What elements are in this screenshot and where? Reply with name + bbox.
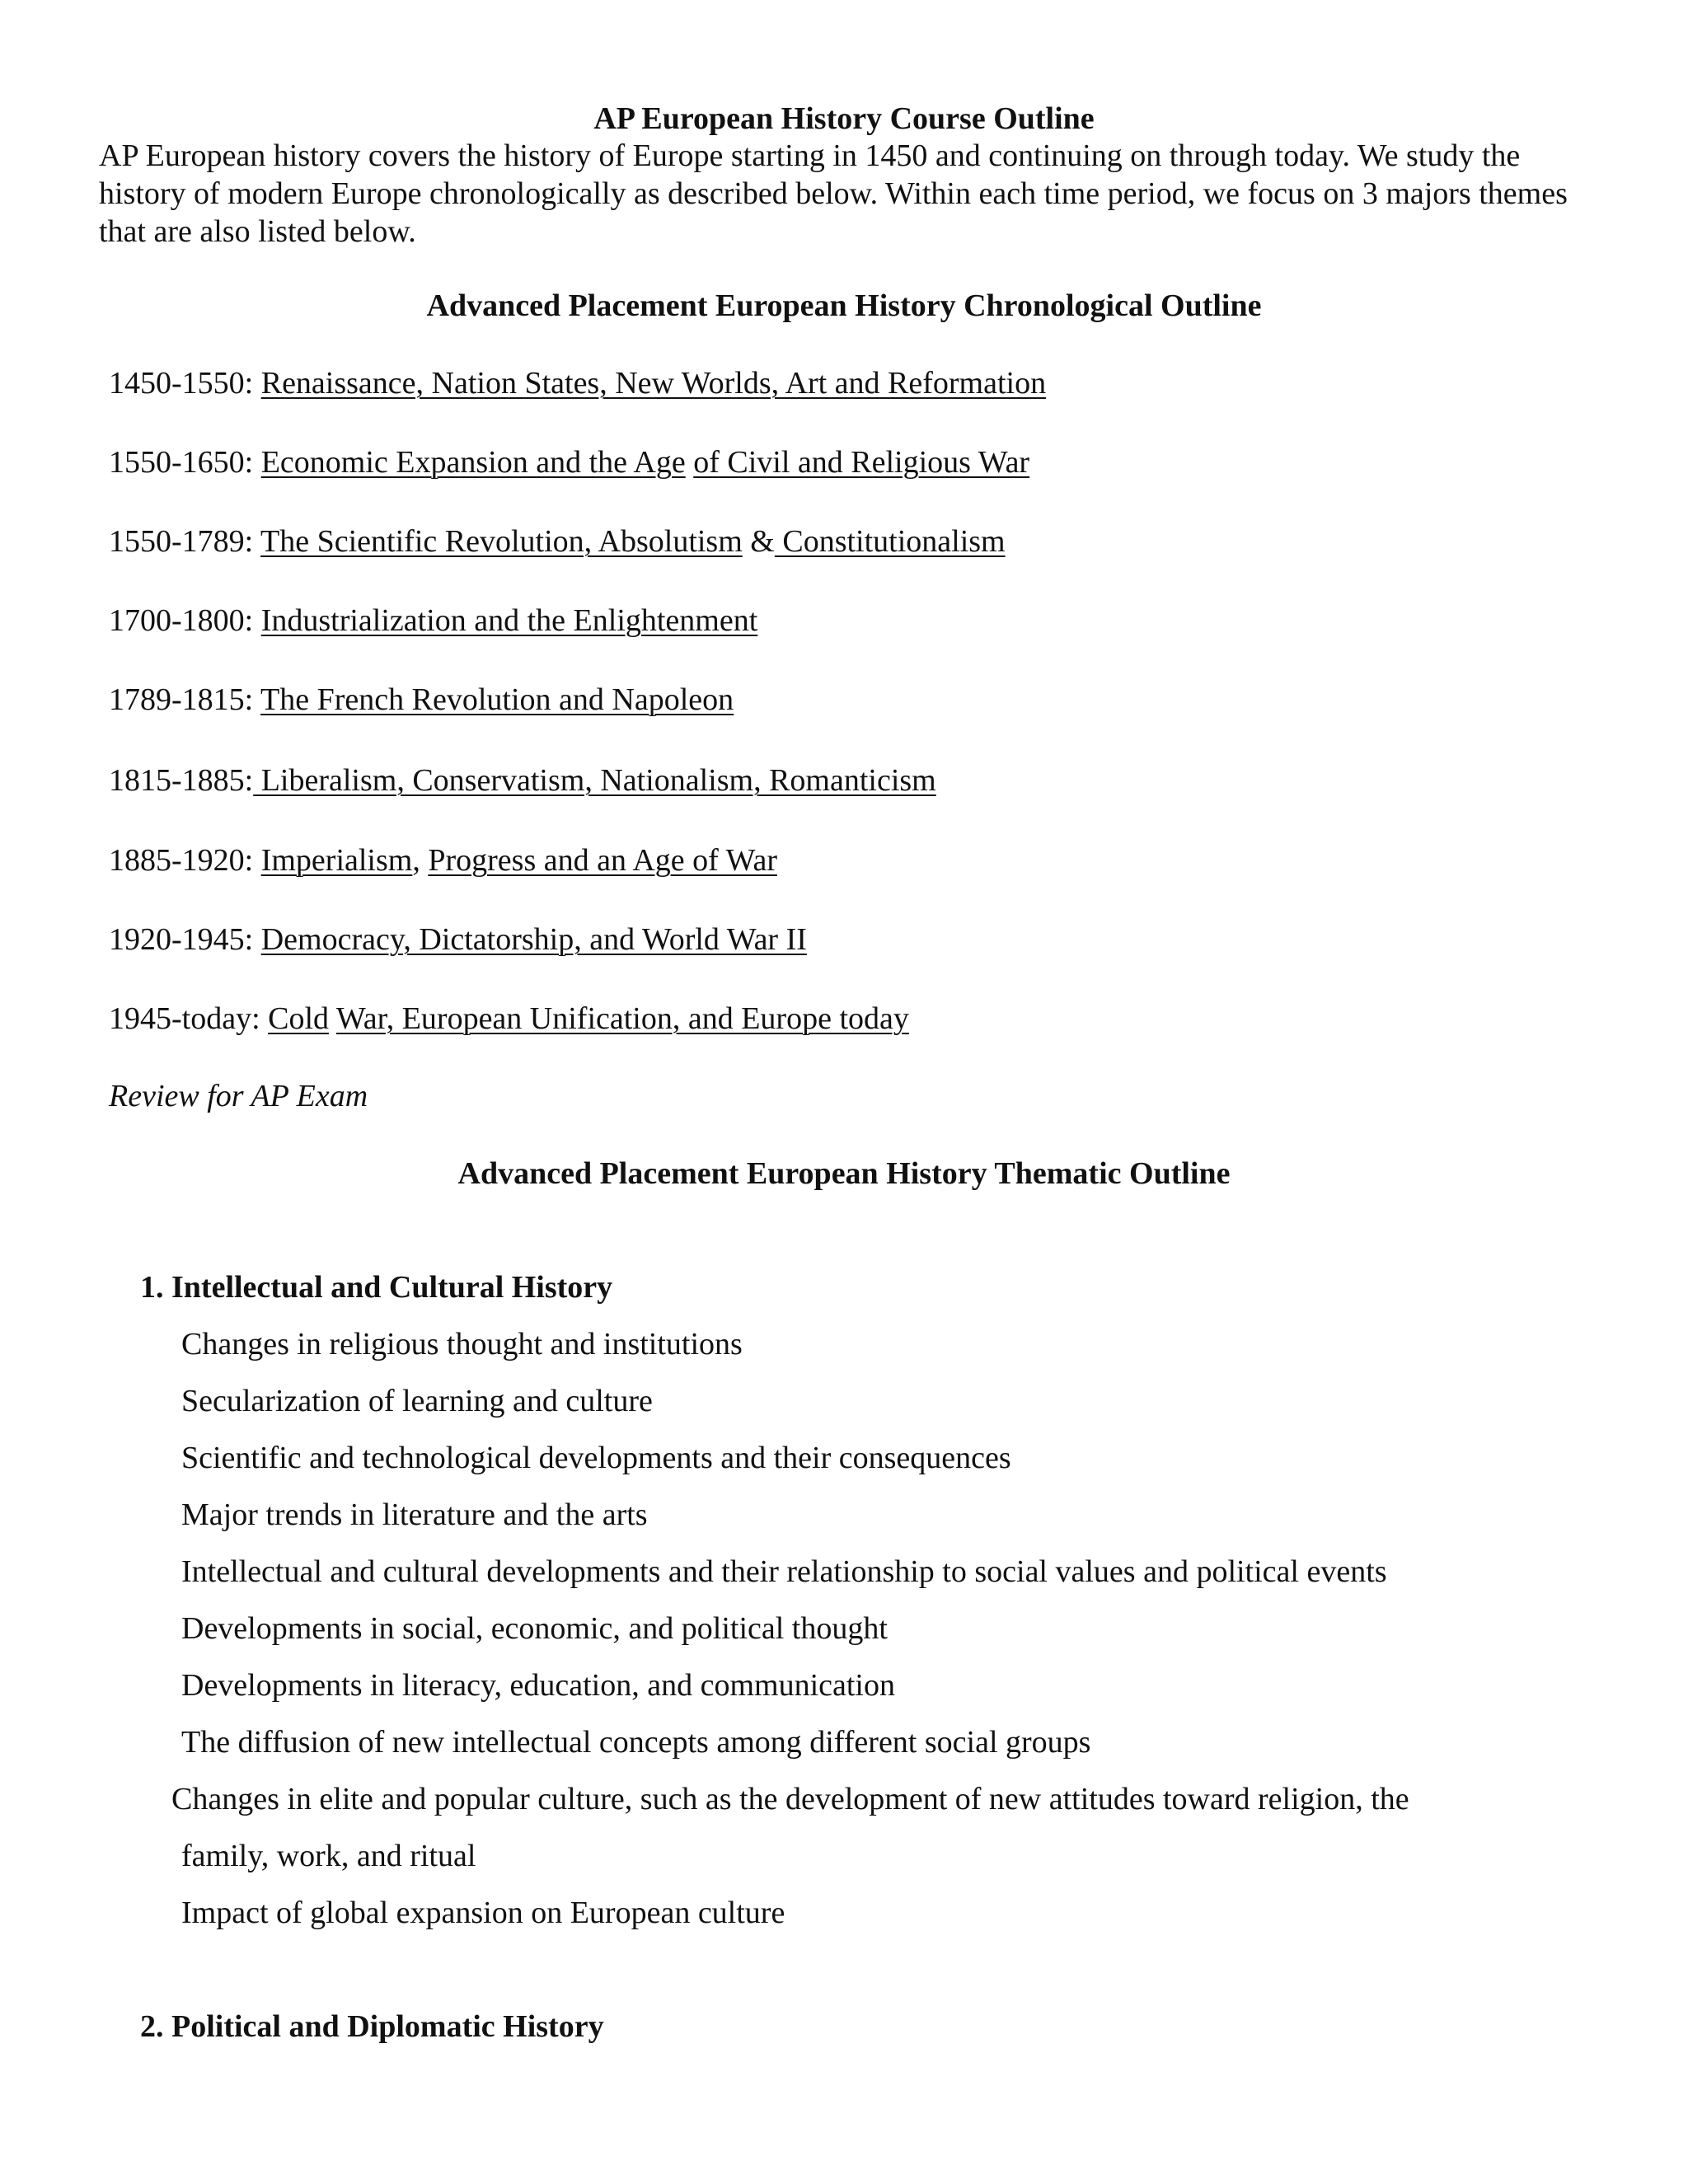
period-topic-link[interactable]: Liberalism, Conservatism, Nationalism, Romanticism (253, 763, 936, 798)
period-years: 1815-1885: (109, 763, 254, 798)
theme-item: Intellectual and cultural developments and their relationship to social values and political events (181, 1554, 1387, 1589)
theme-item: Major trends in literature and the arts (181, 1497, 648, 1532)
period-row (109, 920, 807, 959)
theme-item: Impact of global expansion on European culture (181, 1896, 785, 1930)
period-topic-link-2[interactable]: War, European Unification, and Europe today (335, 1001, 909, 1036)
period-years: 1700-1800: (109, 603, 254, 638)
period-row (109, 999, 909, 1038)
document-title: AP European History Course Outline (593, 101, 1095, 136)
period-topic-link[interactable]: Economic Expansion and the Age (260, 445, 686, 480)
period-separator: , (412, 843, 429, 878)
period-years: 1550-1789: (109, 524, 254, 559)
period-years: 1885-1920: (109, 843, 254, 878)
thematic-outline-heading: Advanced Placement European History Thematic Outline (457, 1156, 1231, 1191)
period-topic-link[interactable]: Industrialization and the Enlightenment (260, 603, 758, 638)
period-row (109, 841, 777, 880)
theme-heading: 1. Intellectual and Cultural History (140, 1270, 613, 1305)
period-row (109, 443, 1029, 482)
period-years: 1945-today: (109, 1001, 260, 1036)
review-note: Review for AP Exam (109, 1079, 368, 1113)
period-topic-link[interactable]: Democracy, Dictatorship, and World War II (260, 922, 807, 957)
theme-item: Changes in religious thought and institutions (181, 1327, 743, 1361)
period-topic-link-2[interactable]: Progress and an Age of War (428, 843, 777, 878)
theme-item: Scientific and technological developments and their consequences (181, 1441, 1011, 1475)
theme-item: The diffusion of new intellectual concepts among different social groups (181, 1725, 1091, 1760)
period-topic-link-2[interactable]: of Civil and Religious War (693, 445, 1030, 480)
period-years: 1789-1815: (109, 682, 254, 717)
theme-item: Secularization of learning and culture (181, 1384, 653, 1418)
period-row (109, 363, 1046, 403)
intro-paragraph: AP European history covers the history of Europe starting in 1450 and continuing on through today. We study the history of modern Europe chronologically as described below. Within each time period, we focus on 3 majors themes that are also listed below. (99, 138, 1568, 249)
period-topic-link[interactable]: Renaissance, Nation States, New Worlds, Art and Reformation (260, 366, 1047, 401)
period-topic-link[interactable]: The French Revolution and Napoleon (260, 682, 734, 717)
period-topic-link[interactable]: Cold (268, 1001, 330, 1036)
theme-item: Changes in elite and popular culture, such as the development of new attitudes toward religion, the (171, 1782, 1409, 1816)
theme-item: Developments in social, economic, and political thought (181, 1611, 888, 1646)
period-separator (686, 445, 694, 480)
theme-heading: 2. Political and Diplomatic History (140, 2009, 604, 2044)
period-separator (329, 1001, 336, 1036)
period-topic-link[interactable]: The Scientific Revolution, Absolutism (260, 524, 743, 559)
period-row (109, 680, 734, 719)
period-years: 1920-1945: (109, 922, 254, 957)
theme-item: Developments in literacy, education, and communication (181, 1668, 895, 1703)
period-years: 1450-1550: (109, 366, 254, 401)
chronological-outline-heading: Advanced Placement European History Chronological Outline (426, 288, 1262, 323)
period-years: 1550-1650: (109, 445, 254, 480)
period-row (109, 601, 757, 640)
period-row (109, 761, 936, 800)
period-topic-link-2[interactable]: Constitutionalism (774, 524, 1006, 559)
period-row (109, 522, 1006, 561)
period-topic-link[interactable]: Imperialism (260, 843, 413, 878)
theme-item-continuation: family, work, and ritual (181, 1839, 476, 1873)
period-separator: & (742, 524, 775, 559)
